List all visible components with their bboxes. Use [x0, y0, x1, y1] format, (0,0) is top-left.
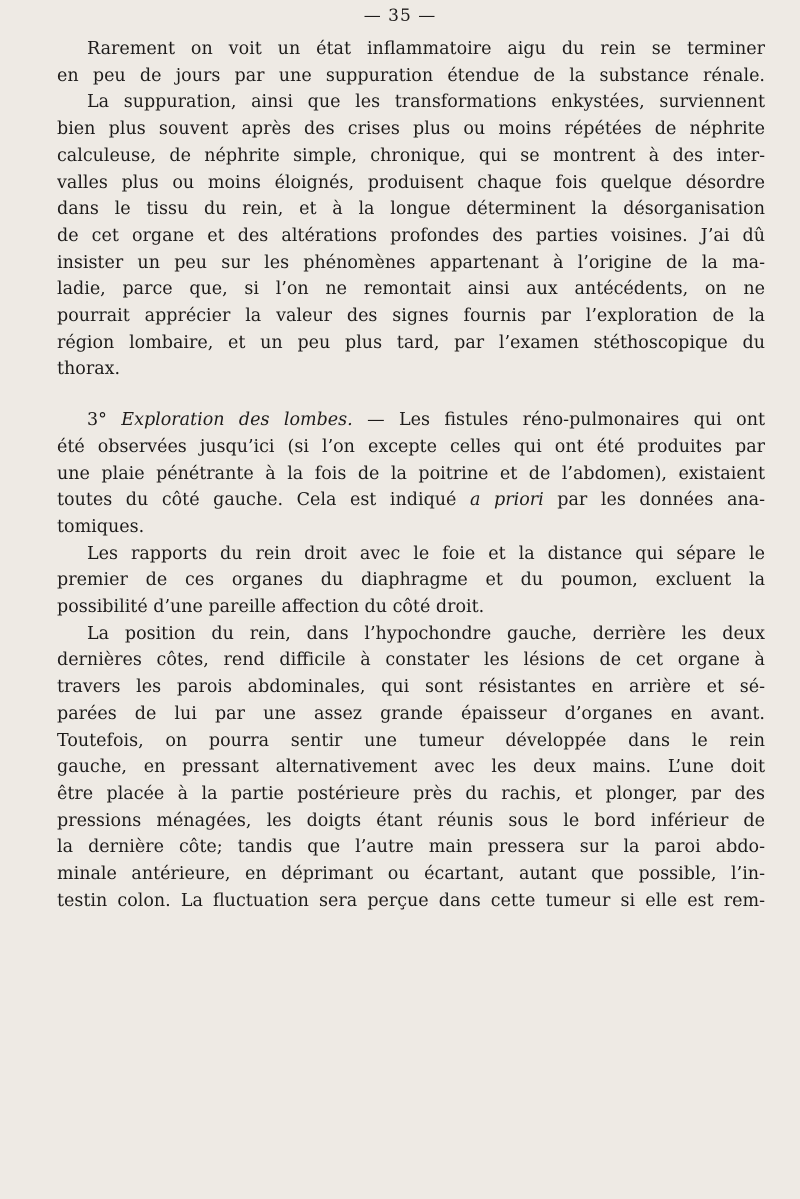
- text-line: [57, 330, 765, 357]
- line-text: dans le tissu du rein, et à la longue déterminent la désorganisation: [57, 199, 765, 220]
- line-text: bien plus souvent après des crises plus ou moins répétées de néphrite: [57, 119, 765, 140]
- line-text: — Les fistules réno-pulmonaires qui ont: [367, 410, 765, 431]
- line-text: être placée à la partie postérieure près du rachis, et plonger, par des: [57, 783, 765, 804]
- line-text-tail: par les données ana-: [557, 490, 765, 511]
- text-line: [57, 434, 765, 461]
- text-line: [57, 754, 765, 781]
- paragraph-gap: [57, 383, 765, 407]
- text-line: [57, 196, 765, 223]
- text-line: [57, 674, 765, 701]
- line-text: valles plus ou moins éloignés, produisent chaque fois quelque désordre: [57, 172, 765, 193]
- text-line: [57, 170, 765, 197]
- line-text: Toutefois, on pourra sentir une tumeur développée dans le rein: [57, 730, 765, 751]
- line-text: possibilité d’une pareille affection du côté droit.: [57, 597, 485, 618]
- text-line: [57, 888, 765, 915]
- line-text: toutes du côté gauche. Cela est indiqué: [57, 490, 457, 511]
- line-text: de cet organe et des altérations profondes des parties voisines. J’ai dû: [57, 225, 765, 246]
- line-text: minale antérieure, en déprimant ou écartant, autant que possible, l’in-: [57, 864, 765, 885]
- text-line: [57, 647, 765, 674]
- text-line: [57, 116, 765, 143]
- body-text: [57, 36, 765, 915]
- text-line: [57, 541, 765, 568]
- text-line: [57, 701, 765, 728]
- text-line: [57, 36, 765, 63]
- text-line: [57, 143, 765, 170]
- text-line: [57, 89, 765, 116]
- text-line: [57, 728, 765, 755]
- text-line: [57, 63, 765, 90]
- line-text: la dernière côte; tandis que l’autre main pressera sur la paroi abdo-: [57, 837, 765, 858]
- text-line: [57, 276, 765, 303]
- page-number: — 35 —: [363, 6, 437, 26]
- line-text: tomiques.: [57, 516, 145, 537]
- text-line: [57, 356, 765, 383]
- text-line: [57, 861, 765, 888]
- line-text: région lombaire, et un peu plus tard, par l’examen stéthoscopique du: [57, 332, 765, 353]
- text-line: [57, 223, 765, 250]
- line-text: La position du rein, dans l’hypochondre gauche, derrière les deux: [87, 623, 765, 644]
- text-line: [57, 834, 765, 861]
- line-text: dernières côtes, rend difficile à constater les lésions de cet organe à: [57, 650, 765, 671]
- line-text: premier de ces organes du diaphragme et du poumon, excluent la: [57, 570, 765, 591]
- paragraph: [57, 621, 765, 915]
- line-text: testin colon. La fluctuation sera perçue dans cette tumeur si elle est rem-: [57, 890, 765, 911]
- line-text: pressions ménagées, les doigts étant réunis sous le bord inférieur de: [57, 810, 765, 831]
- line-text: été observées jusqu’ici (si l’on excepte celles qui ont été produites par: [57, 436, 765, 457]
- paragraph: [57, 541, 765, 621]
- paragraph: [57, 407, 765, 541]
- text-line: [57, 514, 765, 541]
- line-text: La suppuration, ainsi que les transformations enkystées, surviennent: [87, 92, 765, 113]
- line-text: travers les parois abdominales, qui sont résistantes en arrière et sé-: [57, 677, 765, 698]
- line-text: une plaie pénétrante à la fois de la poitrine et de l’abdomen), existaient: [57, 463, 765, 484]
- line-text: gauche, en pressant alternativement avec les deux mains. L’une doit: [57, 757, 765, 778]
- text-line: [57, 303, 765, 330]
- line-text: ladie, parce que, si l’on ne remontait ainsi aux antécédents, on ne: [57, 279, 765, 300]
- line-text: Les rapports du rein droit avec le foie et la distance qui sépare le: [87, 543, 765, 564]
- section-title: Exploration des lombes.: [121, 410, 353, 431]
- text-line: [57, 487, 765, 514]
- line-text: Rarement on voit un état inflammatoire aigu du rein se terminer: [87, 39, 765, 59]
- paragraph: [57, 36, 765, 383]
- line-text: pourrait apprécier la valeur des signes fournis par l’exploration de la: [57, 306, 765, 327]
- line-text: en peu de jours par une suppuration étendue de la substance rénale.: [57, 65, 765, 86]
- line-text: parées de lui par une assez grande épaisseur d’organes en avant.: [57, 703, 765, 724]
- emphasis: a priori: [470, 490, 544, 511]
- line-text: insister un peu sur les phénomènes appartenant à l’origine de la ma-: [57, 252, 765, 273]
- text-line: [57, 461, 765, 488]
- text-line: [57, 594, 765, 621]
- text-line: [57, 808, 765, 835]
- text-line: [57, 407, 765, 434]
- line-text: thorax.: [57, 359, 121, 380]
- section-number: 3°: [87, 410, 122, 431]
- line-text: calculeuse, de néphrite simple, chronique, qui se montrent à des inter-: [57, 145, 765, 166]
- text-line: [57, 250, 765, 277]
- text-line: [57, 567, 765, 594]
- text-line: [57, 781, 765, 808]
- text-line: [57, 621, 765, 648]
